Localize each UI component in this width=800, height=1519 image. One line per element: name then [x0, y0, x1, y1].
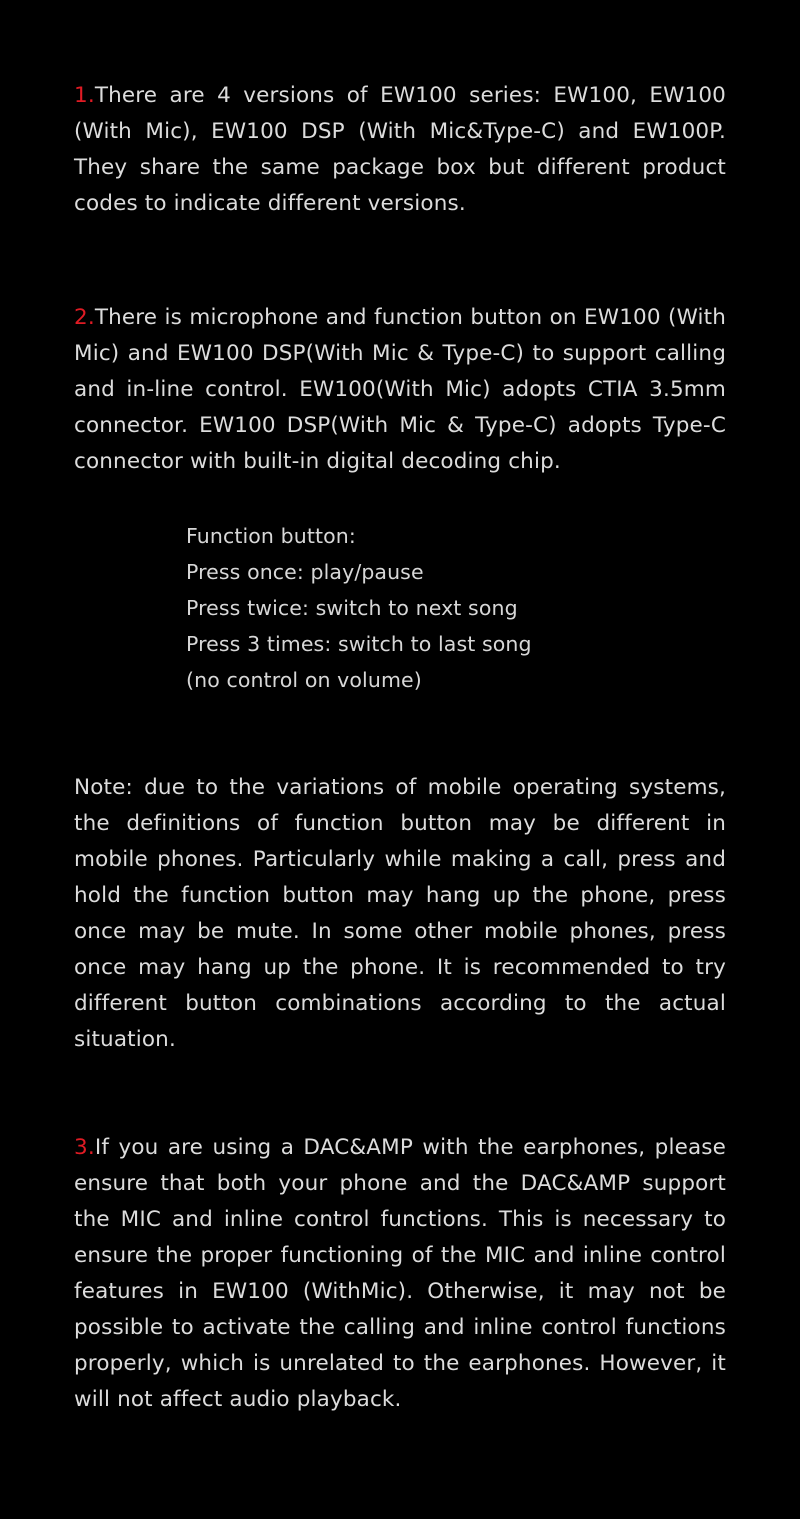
function-button-list-item: (no control on volume)	[186, 668, 422, 692]
paragraph-2	[74, 300, 726, 480]
function-button-list	[186, 518, 726, 698]
note-paragraph: Note: due to the variations of mobile operating systems, the definitions of function button may be different in mobile phones. Particularly while making a call, press and hold the function button may hang up the phone, press once may be mute. In some other mobile phones, press once may hang up the phone. It is recommended to try different button combinations according to the actual situation.	[74, 775, 726, 1052]
paragraph-3-number: 3.	[74, 1135, 95, 1160]
paragraph-1-text: There are 4 versions of EW100 series: EW100, EW100 (With Mic), EW100 DSP (With Mic&Type-C) and EW100P. They share the same package box but different product codes to indicate different versions.	[74, 83, 726, 216]
paragraph-1-number: 1.	[74, 83, 95, 108]
paragraph-3	[74, 1130, 726, 1418]
paragraph-2-number: 2.	[74, 305, 95, 330]
paragraph-2-text: There is microphone and function button on EW100 (With Mic) and EW100 DSP(With Mic & Type-C) to support calling and in-line control. EW100(With Mic) adopts CTIA 3.5mm connector. EW100 DSP(With Mic & Type-C) adopts Type-C connector with built-in digital decoding chip.	[74, 305, 726, 474]
function-button-list-title: Function button:	[186, 524, 356, 548]
function-button-list-item: Press once: play/pause	[186, 560, 424, 584]
function-button-list-item: Press 3 times: switch to last song	[186, 632, 532, 656]
paragraph-3-text: If you are using a DAC&AMP with the earphones, please ensure that both your phone and the DAC&AMP support the MIC and inline control functions. This is necessary to ensure the proper functioning of the MIC and inline control features in EW100 (WithMic). Otherwise, it may not be possible to activate the calling and inline control functions properly, which is unrelated to the earphones. However, it will not affect audio playback.	[74, 1135, 726, 1412]
paragraph-1	[74, 78, 726, 222]
function-button-list-item: Press twice: switch to next song	[186, 596, 518, 620]
